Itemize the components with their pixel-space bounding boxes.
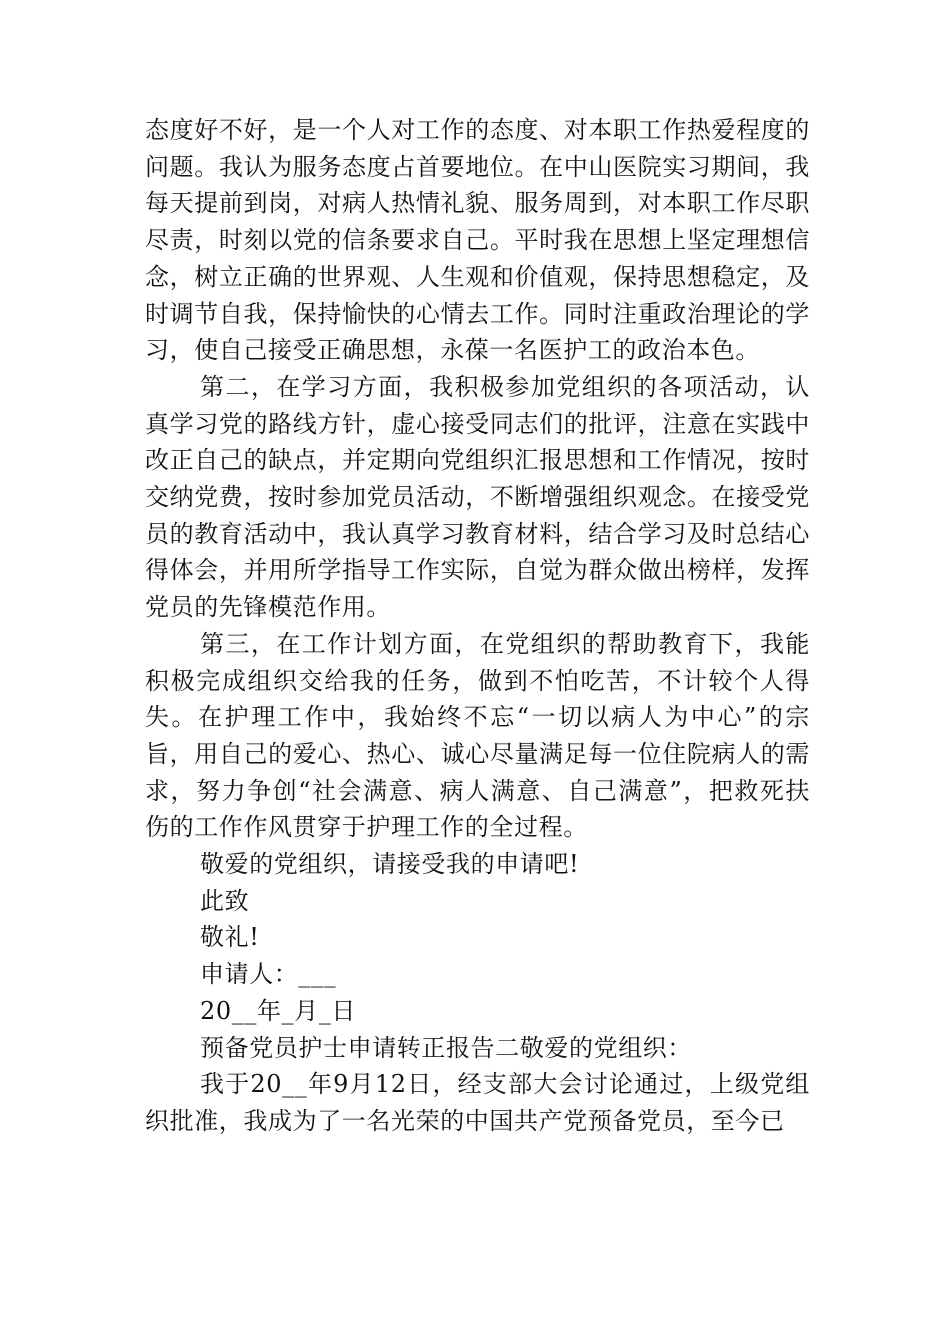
paragraph-service-attitude: 态度好不好，是一个人对工作的态度、对本职工作热爱程度的问题。我认为服务态度占首要地位。在中山医院实习期间，我每天提前到岗，对病人热情礼貌、服务周到，对本职工作尽职尽责，时刻以党的信条要求自己。平时我在思想上坚定理想信念，树立正确的世界观、人生观和价值观，保持思想稳定，及时调节自我，保持愉快的心情去工作。同时注重政治理论的学习，使自己接受正确思想，永葆一名医护工的政治本色。 (145, 116, 810, 365)
closing-request-line: 敬爱的党组织，请接受我的申请吧! (200, 850, 580, 879)
second-report-heading: 预备党员护士申请转正报告二敬爱的党组织： (200, 1033, 692, 1062)
applicant-line: 申请人：___ (200, 960, 337, 989)
salutation-jingli: 敬礼! (200, 923, 260, 952)
document-body (145, 112, 810, 1140)
paragraph-work: 第三，在工作计划方面，在党组织的帮助教育下，我能积极完成组织交给我的任务，做到不怕吃苦，不计较个人得失。在护理工作中，我始终不忘“一切以病人为中心”的宗旨，用自己的爱心、热心、诚心尽量满足每一位住院病人的需求，努力争创“社会满意、病人满意、自己满意”，把救死扶伤的工作作风贯穿于护理工作的全过程。 (145, 629, 810, 842)
paragraph-second-report-opening: 我于20__年9月12日，经支部大会讨论通过，上级党组织批准，我成为了一名光荣的中国共产党预备党员，至今已 (145, 1070, 810, 1135)
date-line: 20__年_月_日 (200, 996, 356, 1025)
paragraph-study: 第二，在学习方面，我积极参加党组织的各项活动，认真学习党的路线方针，虚心接受同志们的批评，注意在实践中改正自己的缺点，并定期向党组织汇报思想和工作情况，按时交纳党费，按时参加党员活动，不断增强组织观念。在接受党员的教育活动中，我认真学习教育材料，结合学习及时总结心得体会，并用所学指导工作实际，自觉为群众做出榜样，发挥党员的先锋模范作用。 (145, 372, 810, 622)
salutation-cizhi: 此致 (200, 886, 250, 915)
